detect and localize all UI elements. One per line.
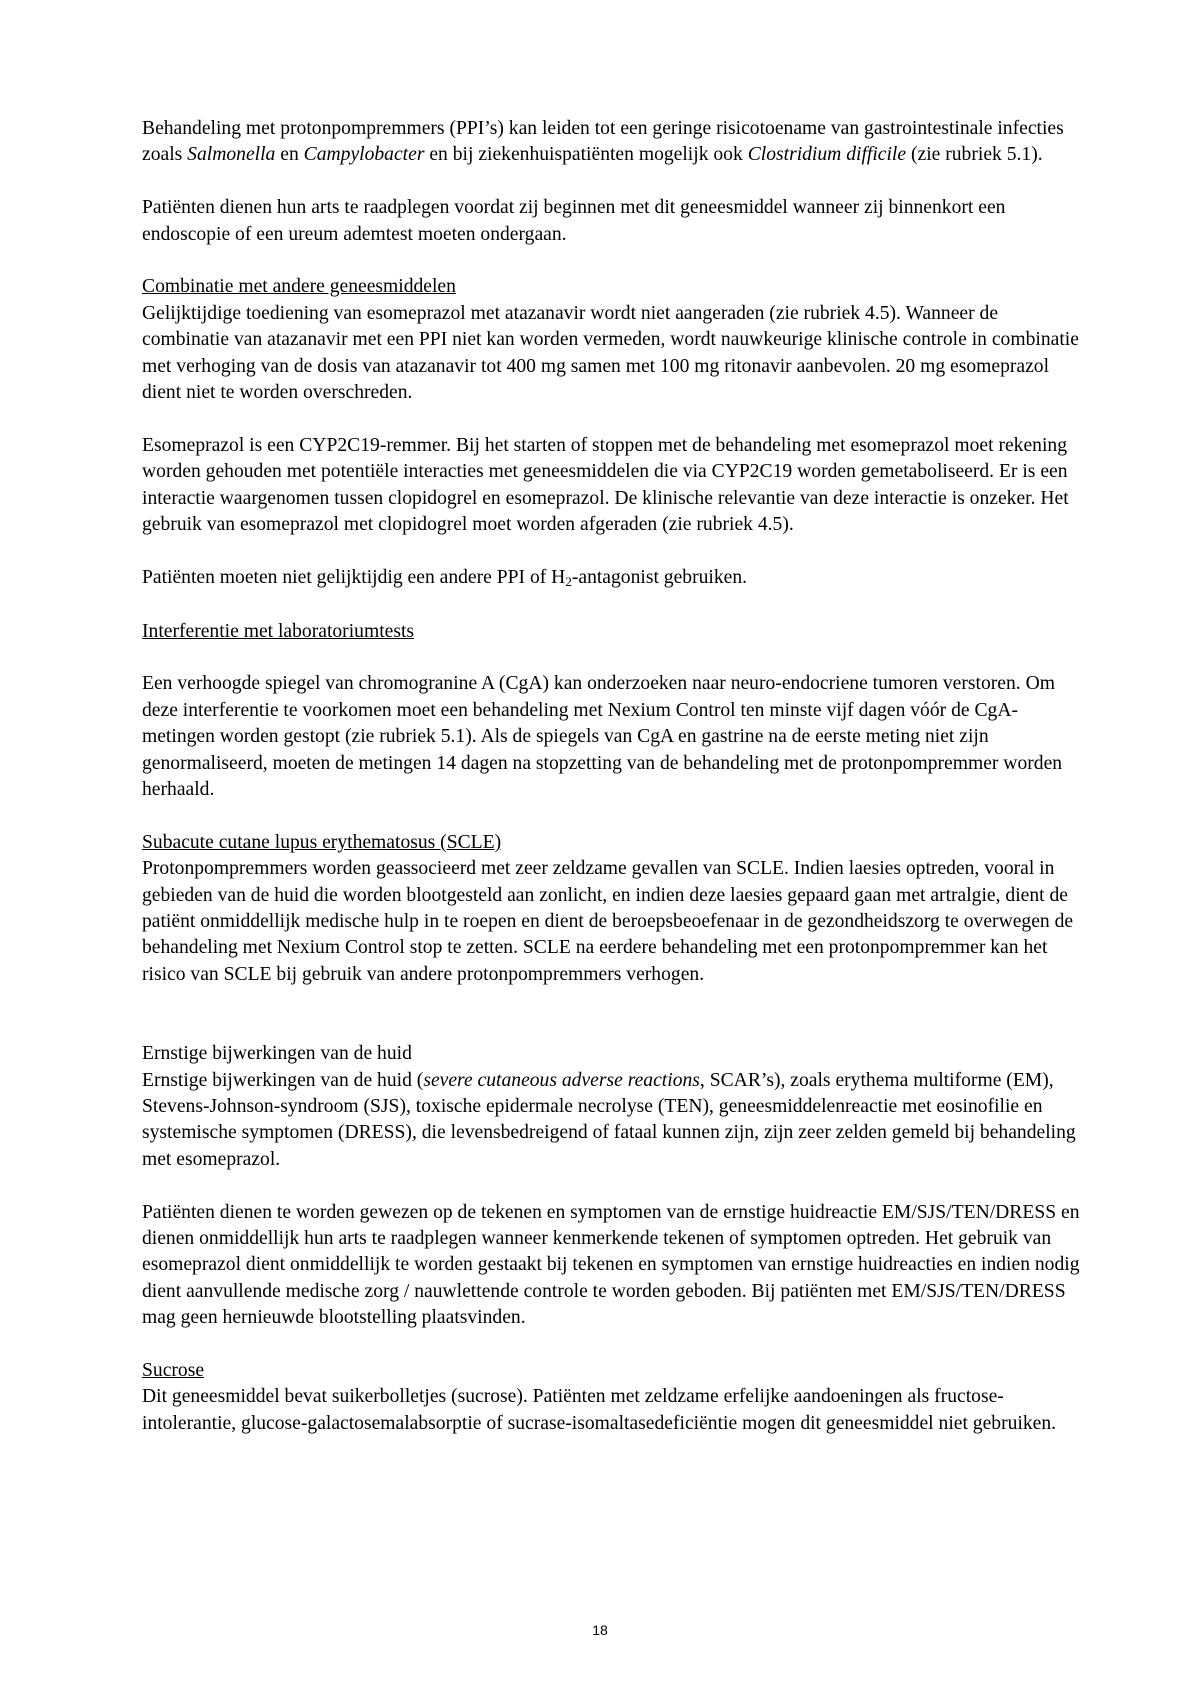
atazanavir-paragraph: Gelijktijdige toediening van esomeprazol met atazanavir wordt niet aangeraden (zie rubriek 4.5). Wanneer de combinatie van atazanavir met een PPI niet kan worden vermeden, wordt nauwkeurige klinische controle in combinatie met verhoging van de dosis van atazanavir tot 400 mg samen met 100 mg ritonavir aanbevolen. 20 mg esomeprazol dient niet te worden overschreden. [142, 302, 1079, 404]
cyp2c19-paragraph: Esomeprazol is een CYP2C19-remmer. Bij het starten of stoppen met de behandeling met esomeprazol moet rekening worden gehouden met potentiële interacties met geneesmiddelen die via CYP2C19 worden gemetaboliseerd. Er is een interactie waargenomen tussen clopidogrel en esomeprazol. De klinische relevantie van deze interactie is onzeker. Het gebruik van esomeprazol met clopidogrel moet worden afgeraden (zie rubriek 4.5). [142, 434, 1069, 536]
text: , SCAR’s), zoals erythema multiforme (EM), Stevens-Johnson-syndroom (SJS), toxische epidermale necrolyse (TEN), geneesmiddelenreactie met eosinofilie en systemische symptomen (DRESS), die levensbedreigend of fataal kunnen zijn, zijn zeer zelden gemeld bij behandeling met esomeprazol. [142, 1069, 1076, 1170]
scar-paragraph [142, 1068, 1082, 1174]
text: (zie rubriek 5.1). [906, 144, 1043, 166]
page-number: 18 [592, 1622, 608, 1638]
scle-heading: Subacute cutane lupus erythematosus (SCLE) [142, 831, 502, 853]
text: en [275, 144, 304, 166]
italic-term: Clostridium difficile [747, 144, 907, 166]
h2-antagonist-paragraph [142, 565, 1082, 592]
subscript: 2 [565, 573, 572, 589]
skin-symptoms-paragraph: Patiënten dienen te worden gewezen op de tekenen en symptomen van de ernstige huidreactie EM/SJS/TEN/DRESS en dienen onmiddellijk hun arts te raadplegen wanneer kenmerkende tekenen of symptomen optreden. Het gebruik van esomeprazol dient onmiddellijk te worden gestaakt bij tekenen en symptomen van ernstige huidreacties en indien nodig dient aanvullende medische zorg / nauwlettende controle te worden geboden. Bij patiënten met EM/SJS/TEN/DRESS mag geen hernieuwde blootstelling plaatsvinden. [142, 1201, 1080, 1329]
skin-reactions-heading: Ernstige bijwerkingen van de huid [142, 1043, 412, 1065]
italic-term: Salmonella [187, 144, 276, 166]
endoscopy-paragraph: Patiënten dienen hun arts te raadplegen voordat zij beginnen met dit geneesmiddel wanneer zij binnenkort een endoscopie of een ureum ademtest moeten ondergaan. [142, 197, 1006, 245]
text: Behandeling met protonpompremmers (PPI’s) kan leiden tot een geringe risicotoename van gastrointestinale infecties zoals [142, 118, 1064, 166]
text: Ernstige bijwerkingen van de huid ( [142, 1069, 424, 1091]
text: Patiënten moeten niet gelijktijdig een andere PPI of H [142, 566, 566, 588]
italic-term: Campylobacter [303, 144, 425, 166]
chromogranin-paragraph: Een verhoogde spiegel van chromogranine A (CgA) kan onderzoeken naar neuro-endocriene tumoren verstoren. Om deze interferentie te voorkomen moet een behandeling met Nexium Control ten minste vijf dagen vóór de CgA-metingen worden gestopt (zie rubriek 5.1). Als de spiegels van CgA en gastrine na de eerste meting niet zijn genormaliseerd, moeten de metingen 14 dagen na stopzetting van de behandeling met de protonpompremmer worden herhaald. [142, 673, 1063, 801]
text: en bij ziekenhuispatiënten mogelijk ook [424, 144, 748, 166]
sucrose-heading: Sucrose [142, 1359, 205, 1381]
sucrose-paragraph: Dit geneesmiddel bevat suikerbolletjes (sucrose). Patiënten met zeldzame erfelijke aandoeningen als fructose-intolerantie, glucose-galactosemalabsorptie of sucrase-isomaltasedeficiëntie mogen dit geneesmiddel niet gebruiken. [142, 1386, 1057, 1434]
interference-heading: Interferentie met laboratoriumtests [142, 620, 415, 642]
text: -antagonist gebruiken. [571, 566, 748, 588]
document-page [142, 116, 1082, 1437]
combination-heading: Combinatie met andere geneesmiddelen [142, 276, 456, 298]
italic-term: severe cutaneous adverse reactions [423, 1069, 700, 1091]
scle-paragraph: Protonpompremmers worden geassocieerd met zeer zeldzame gevallen van SCLE. Indien laesies optreden, vooral in gebieden van de huid die worden blootgesteld aan zonlicht, en indien deze laesies gepaard gaan met artralgie, dient de patiënt onmiddellijk medische hulp in te roepen en dient de beroepsbeoefenaar in de gezondheidszorg te overwegen de behandeling met Nexium Control stop te zetten. SCLE na eerdere behandeling met een protonpompremmer kan het risico van SCLE bij gebruik van andere protonpompremmers verhogen. [142, 858, 1074, 985]
ppi-infection-paragraph [142, 116, 1082, 169]
